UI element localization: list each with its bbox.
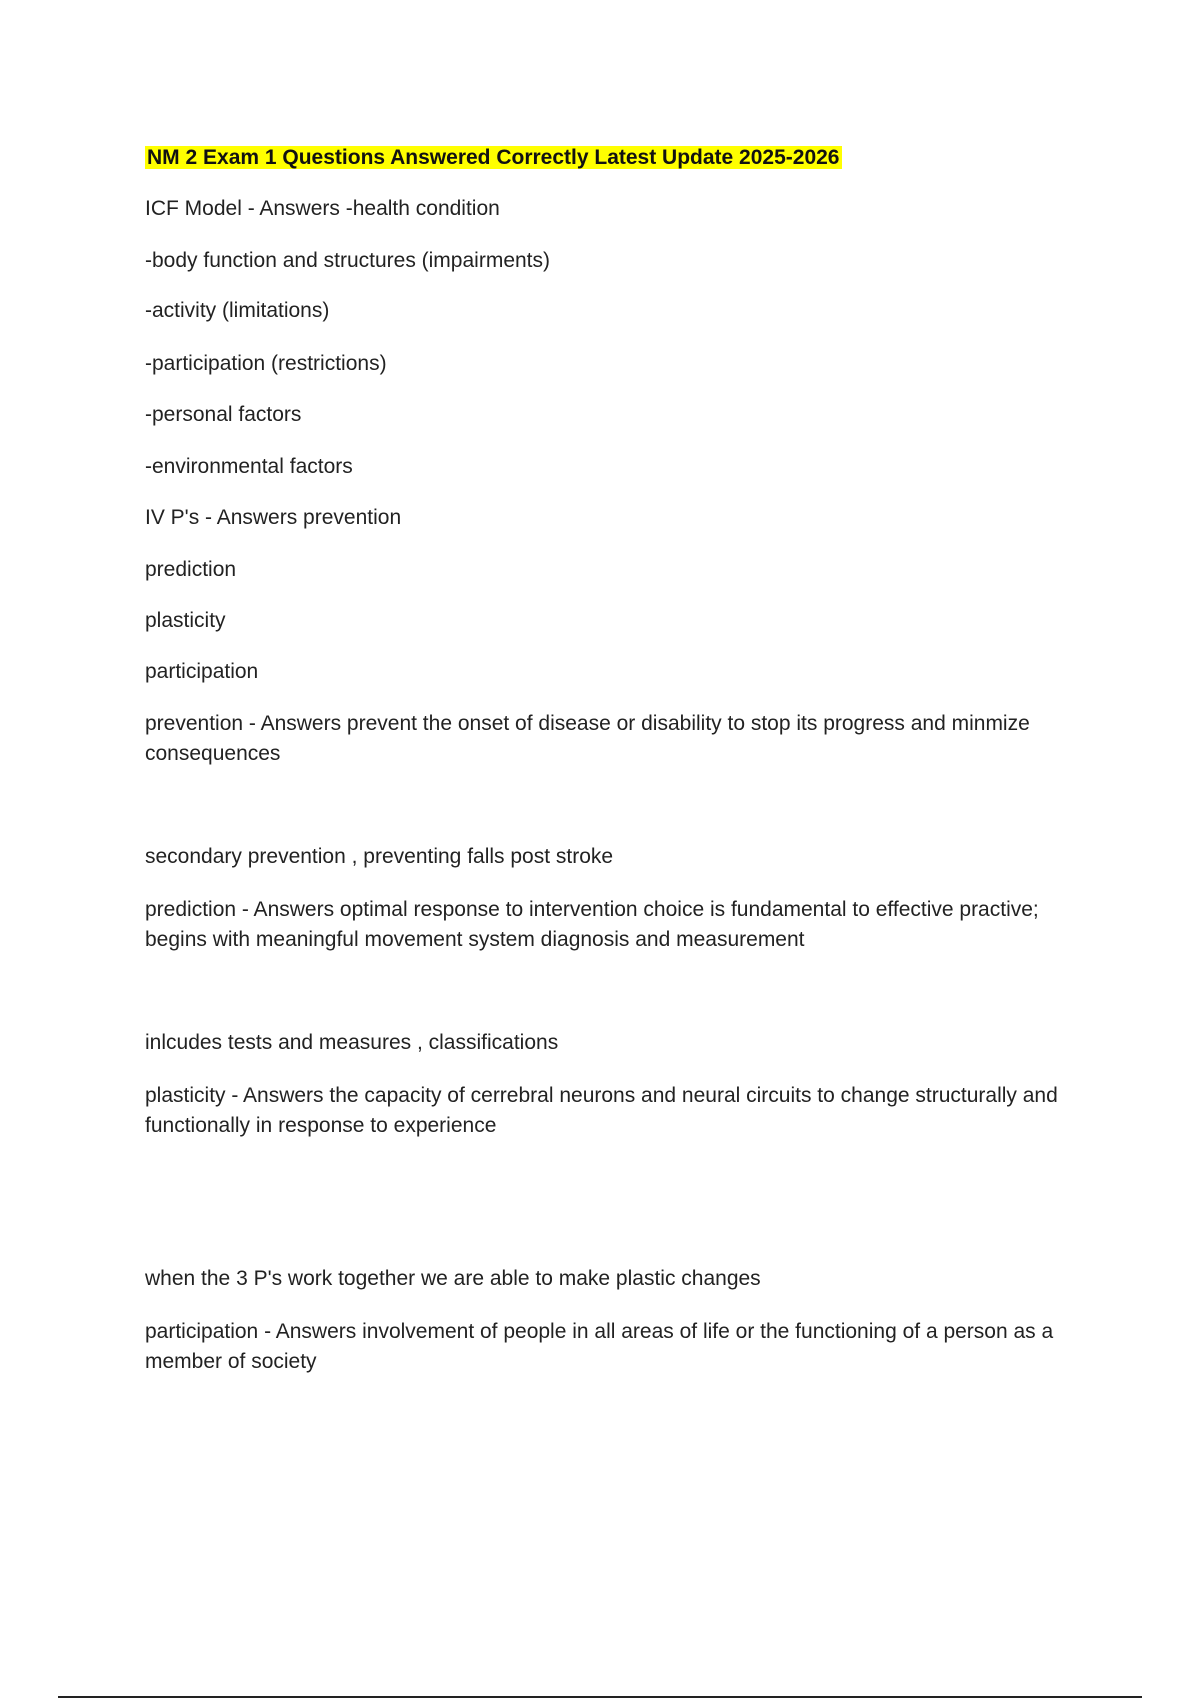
footer-rule — [58, 1696, 1142, 1698]
text-line-icf-model: ICF Model - Answers -health condition — [145, 197, 500, 220]
text-line-three-ps: when the 3 P's work together we are able to make plastic changes — [145, 1267, 761, 1290]
text-line-personal-factors: -personal factors — [145, 403, 302, 426]
text-line-participation-restrictions: -participation (restrictions) — [145, 352, 387, 375]
text-line-body-function: -body function and structures (impairments) — [145, 249, 550, 272]
text-line-plasticity-definition: plasticity - Answers the capacity of cerrebral neurons and neural circuits to change structurally and functionally in response to experience — [145, 1084, 1058, 1137]
text-line-participation: participation — [145, 660, 259, 683]
text-line-secondary-prevention: secondary prevention , preventing falls post stroke — [145, 845, 614, 868]
title-highlight: NM 2 Exam 1 Questions Answered Correctly Latest Update 2025-2026 — [147, 146, 840, 169]
text-line-prediction: prediction — [145, 558, 237, 581]
text-line-environmental-factors: -environmental factors — [145, 455, 353, 478]
text-line-activity: -activity (limitations) — [145, 299, 330, 322]
text-line-plasticity: plasticity — [145, 609, 226, 632]
text-line-prediction-definition: prediction - Answers optimal response to intervention choice is fundamental to effective practive; begins with meaningful movement system diagnosis and measurement — [145, 898, 1039, 951]
text-line-tests-measures: inlcudes tests and measures , classifications — [145, 1031, 559, 1054]
document-title — [145, 144, 842, 172]
text-line-participation-definition: participation - Answers involvement of people in all areas of life or the functioning of a person as a member of society — [145, 1320, 1054, 1373]
text-line-iv-ps: IV P's - Answers prevention — [145, 506, 402, 529]
text-line-prevention-definition: prevention - Answers prevent the onset of disease or disability to stop its progress and minmize consequences — [145, 712, 1030, 765]
